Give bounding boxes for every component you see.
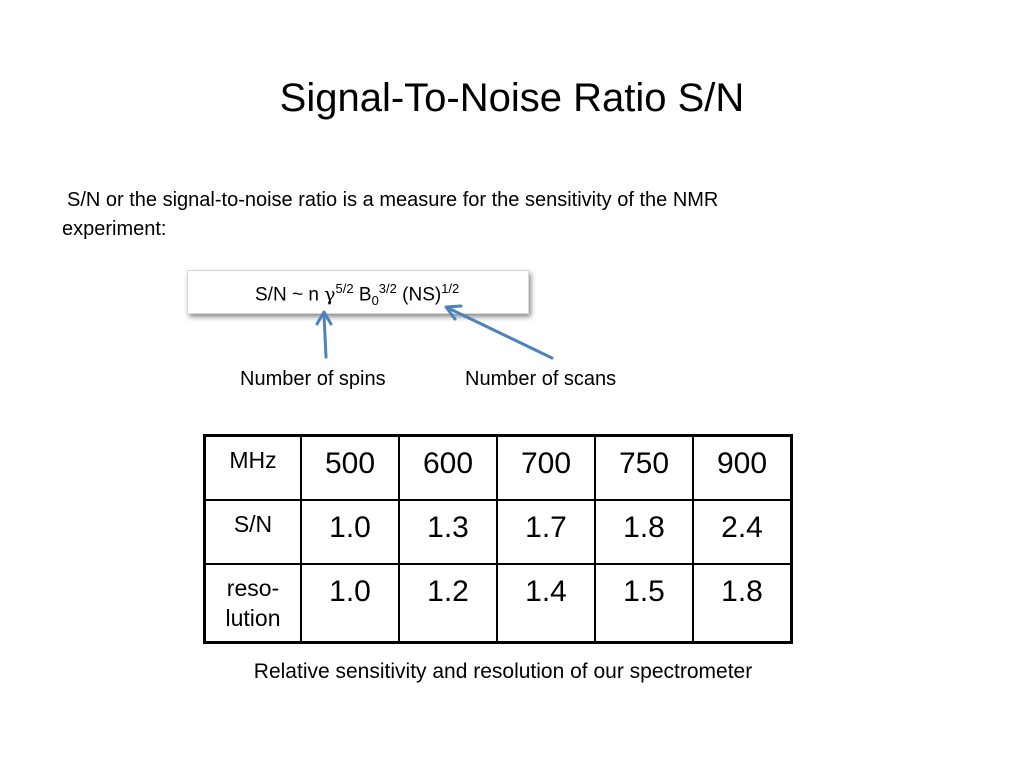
scans-arrow-shaft bbox=[448, 308, 552, 358]
intro-line-1: S/N or the signal-to-noise ratio is a measure for the sensitivity of the NMR bbox=[67, 189, 719, 211]
row-header-resolution-line-1: reso- bbox=[226, 575, 280, 601]
table-cell: 900 bbox=[693, 436, 792, 501]
intro-text bbox=[62, 186, 862, 244]
table-cell: 1.2 bbox=[399, 564, 497, 643]
table-cell: 600 bbox=[399, 436, 497, 501]
spectrometer-table bbox=[203, 434, 793, 644]
table-row-mhz bbox=[205, 436, 792, 501]
intro-line-2: experiment: bbox=[62, 218, 167, 240]
row-header-resolution bbox=[205, 564, 302, 643]
table-row-sn bbox=[205, 500, 792, 564]
label-number-of-spins: Number of spins bbox=[240, 368, 386, 390]
gamma-exponent: 5/2 bbox=[335, 281, 354, 296]
table-cell: 700 bbox=[497, 436, 595, 501]
spins-arrow-shaft bbox=[324, 314, 326, 357]
table-cell: 1.0 bbox=[301, 564, 399, 643]
table-cell: 1.8 bbox=[595, 500, 693, 564]
row-header-mhz: MHz bbox=[205, 436, 302, 501]
table-cell: 1.0 bbox=[301, 500, 399, 564]
ns-exponent: 1/2 bbox=[441, 281, 460, 296]
table-cell: 1.3 bbox=[399, 500, 497, 564]
table-cell: 2.4 bbox=[693, 500, 792, 564]
gamma-symbol: γ bbox=[324, 283, 336, 306]
table-row-resolution bbox=[205, 564, 792, 643]
table-cell: 1.5 bbox=[595, 564, 693, 643]
table-cell: 750 bbox=[595, 436, 693, 501]
row-header-resolution-line-2: lution bbox=[225, 605, 281, 631]
b-subscript: 0 bbox=[371, 293, 379, 309]
sn-formula bbox=[255, 281, 459, 308]
b-exponent: 3/2 bbox=[378, 281, 397, 296]
table-caption: Relative sensitivity and resolution of our spectrometer bbox=[253, 660, 753, 683]
formula-b: B bbox=[353, 284, 372, 306]
table-cell: 1.4 bbox=[497, 564, 595, 643]
formula-lhs: S/N ~ n bbox=[255, 284, 325, 306]
slide-title: Signal-To-Noise Ratio S/N bbox=[279, 76, 745, 120]
table-cell: 1.7 bbox=[497, 500, 595, 564]
formula-ns: (NS) bbox=[396, 284, 442, 306]
table-cell: 1.8 bbox=[693, 564, 792, 643]
label-number-of-scans: Number of scans bbox=[465, 368, 617, 390]
table-cell: 500 bbox=[301, 436, 399, 501]
row-header-sn: S/N bbox=[205, 500, 302, 564]
formula-box bbox=[187, 270, 529, 314]
